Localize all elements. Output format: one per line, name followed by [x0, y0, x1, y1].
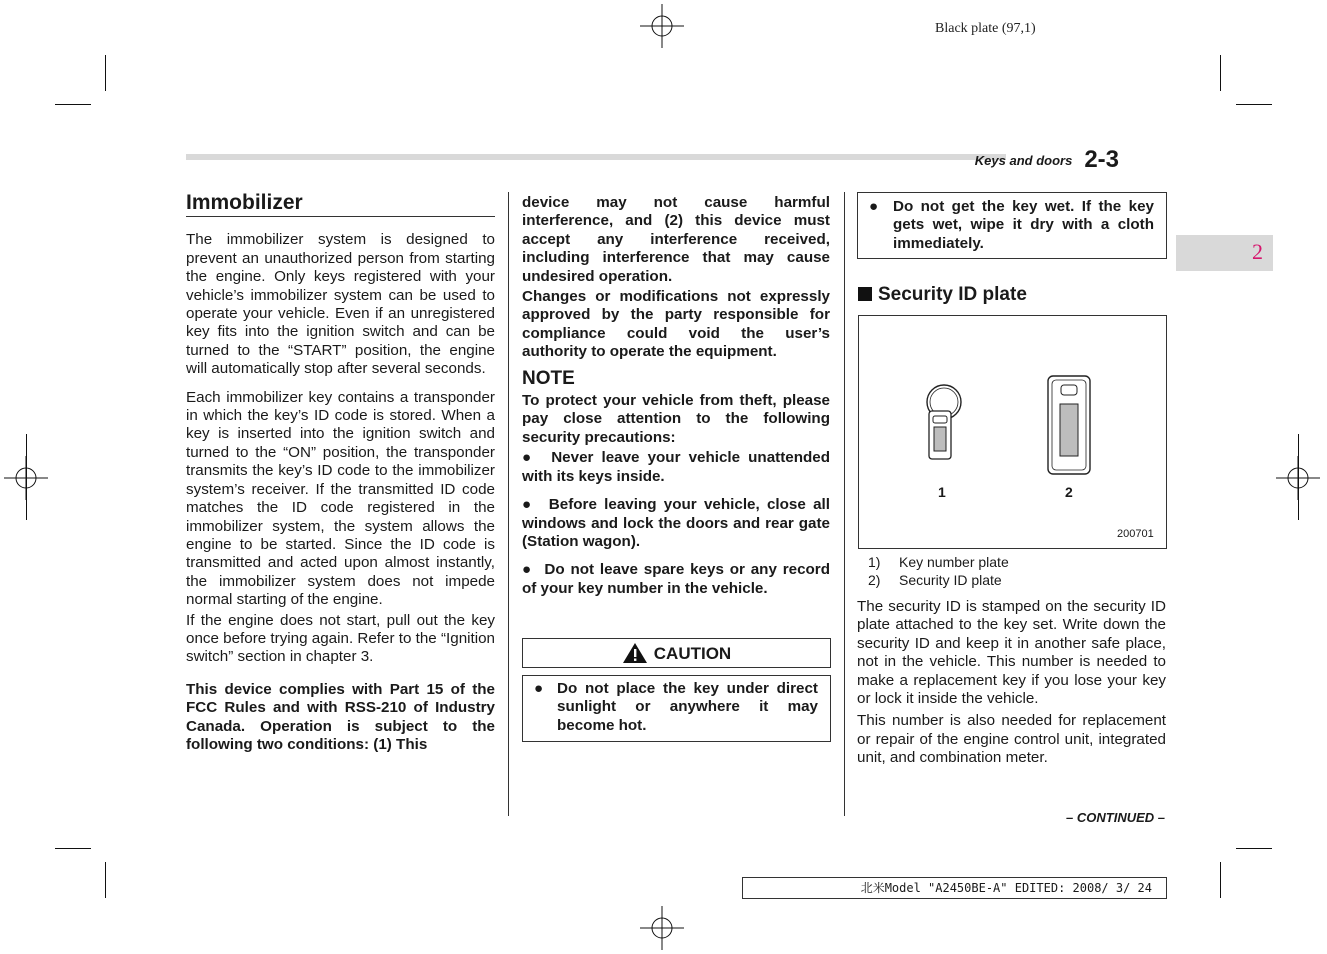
column-2: [522, 194, 830, 608]
header-section: Keys and doors: [974, 153, 1073, 168]
note-bullet: ● Before leaving your vehicle, close all windows and lock the doors and rear gate (Station wagon).: [522, 496, 830, 550]
figure-label-1: 1: [938, 484, 946, 500]
legend-item: 2) Security ID plate: [868, 572, 1002, 588]
caution-label: CAUTION: [653, 644, 732, 663]
continued-label: – CONTINUED –: [1066, 810, 1165, 825]
paragraph: If the engine does not start, pull out the key once before trying again. Refer to the “Ignition switch” section in chapter 3.: [186, 611, 496, 666]
note-bullet: ● Do not leave spare keys or any record of your key number in the vehicle.: [522, 561, 830, 597]
figure-legend: [868, 553, 1009, 589]
bullet-icon: ●: [522, 561, 545, 579]
square-bullet-icon: [858, 287, 872, 301]
column-1: [186, 191, 496, 764]
warning-box: [857, 192, 1167, 259]
crop-mark: [1236, 104, 1272, 105]
bullet-icon: ●: [522, 449, 552, 467]
security-id-plate-icon: [1048, 376, 1090, 474]
plate-label: Black plate (97,1): [935, 21, 1036, 36]
section-title: Immobilizer: [186, 191, 303, 214]
figure-code: 200701: [1117, 528, 1154, 540]
caution-text: Do not place the key under direct sunlight or anywhere it may become hot.: [557, 680, 818, 734]
column-divider: [844, 192, 845, 816]
bullet-icon: ●: [869, 198, 879, 215]
fcc-paragraph-cont: device may not cause harmful interference, and (2) this device must accept any interference received, including interference that may cause undesired operation.: [522, 194, 830, 285]
caution-box: [522, 675, 831, 742]
security-id-figure: [858, 315, 1167, 549]
fcc-modifications: Changes or modifications not expressly approved by the party responsible for compliance could void the user’s authority to operate the equipment.: [522, 288, 830, 361]
registration-line: [1298, 434, 1299, 520]
paragraph: The security ID is stamped on the security ID plate attached to the key set. Write down the security ID and keep it in another safe place, not in the vehicle. This number is needed to make a replacement key if you lose your key or lock it inside the vehicle.: [857, 598, 1166, 708]
note-intro: To protect your vehicle from theft, please pay close attention to the following security precautions:: [522, 392, 830, 446]
column-divider: [508, 192, 509, 816]
paragraph: The immobilizer system is designed to prevent an unauthorized person from starting the engine. Only keys registered with your vehicle’s immobilizer system can be used to operate your vehicle. Even if an unregistered key fits into the ignition switch and can be turned to the “START” position, the engine will automatically stop after several seconds.: [186, 231, 495, 378]
caution-header: [522, 638, 831, 668]
registration-mark-icon: [640, 4, 684, 48]
subheading: Security ID plate: [858, 284, 1027, 306]
crop-mark: [55, 104, 91, 105]
crop-mark: [1220, 55, 1221, 91]
bullet-icon: ●: [534, 680, 544, 697]
key-and-plate-illustration: [859, 316, 1166, 548]
running-header: [975, 146, 1119, 174]
legend-item: 1) Key number plate: [868, 554, 1009, 570]
section-title-rule: [186, 216, 495, 217]
bullet-icon: ●: [522, 496, 549, 514]
crop-mark: [55, 848, 91, 849]
note-bullet: ● Never leave your vehicle unattended with its keys inside.: [522, 449, 830, 485]
header-bar: [186, 154, 1006, 160]
crop-mark: [1220, 862, 1221, 898]
paragraph: This number is also needed for replacement or repair of the engine control unit, integrated unit, and combination meter.: [857, 712, 1166, 767]
chapter-tab: [1176, 235, 1273, 271]
crop-mark: [105, 862, 106, 898]
page-number: 2-3: [1084, 146, 1119, 173]
warning-triangle-icon: [622, 642, 648, 664]
warning-text: Do not get the key wet. If the key gets wet, wipe it dry with a cloth immediately.: [893, 198, 1154, 252]
key-number-plate-icon: [927, 385, 961, 459]
fcc-paragraph: This device complies with Part 15 of the FCC Rules and with RSS-210 of Industry Canada. Operation is subject to the following two conditions: (1) This: [186, 680, 495, 753]
figure-label-2: 2: [1065, 484, 1073, 500]
registration-line: [26, 434, 27, 520]
chapter-tab-number: 2: [1252, 239, 1263, 264]
crop-mark: [1236, 848, 1272, 849]
crop-mark: [105, 55, 106, 91]
note-title: NOTE: [522, 367, 575, 389]
registration-mark-icon: [640, 906, 684, 950]
column-3-text: [857, 598, 1166, 778]
footer-edit-stamp: 北米Model "A2450BE-A" EDITED: 2008/ 3/ 24: [742, 877, 1167, 899]
paragraph: Each immobilizer key contains a transponder in which the key’s ID code is stored. When a key is inserted into the ignition switch and turned to the “ON” position, the transponder transmits the key’s ID code to the immobilizer system’s receiver. If the transmitted ID code matches the ID code registered in the immobilizer system, the system allows the engine to be started. Since the ID code is transmitted and acted upon almost instantly, the immobilizer system does not impede normal starting of the engine.: [186, 388, 495, 609]
